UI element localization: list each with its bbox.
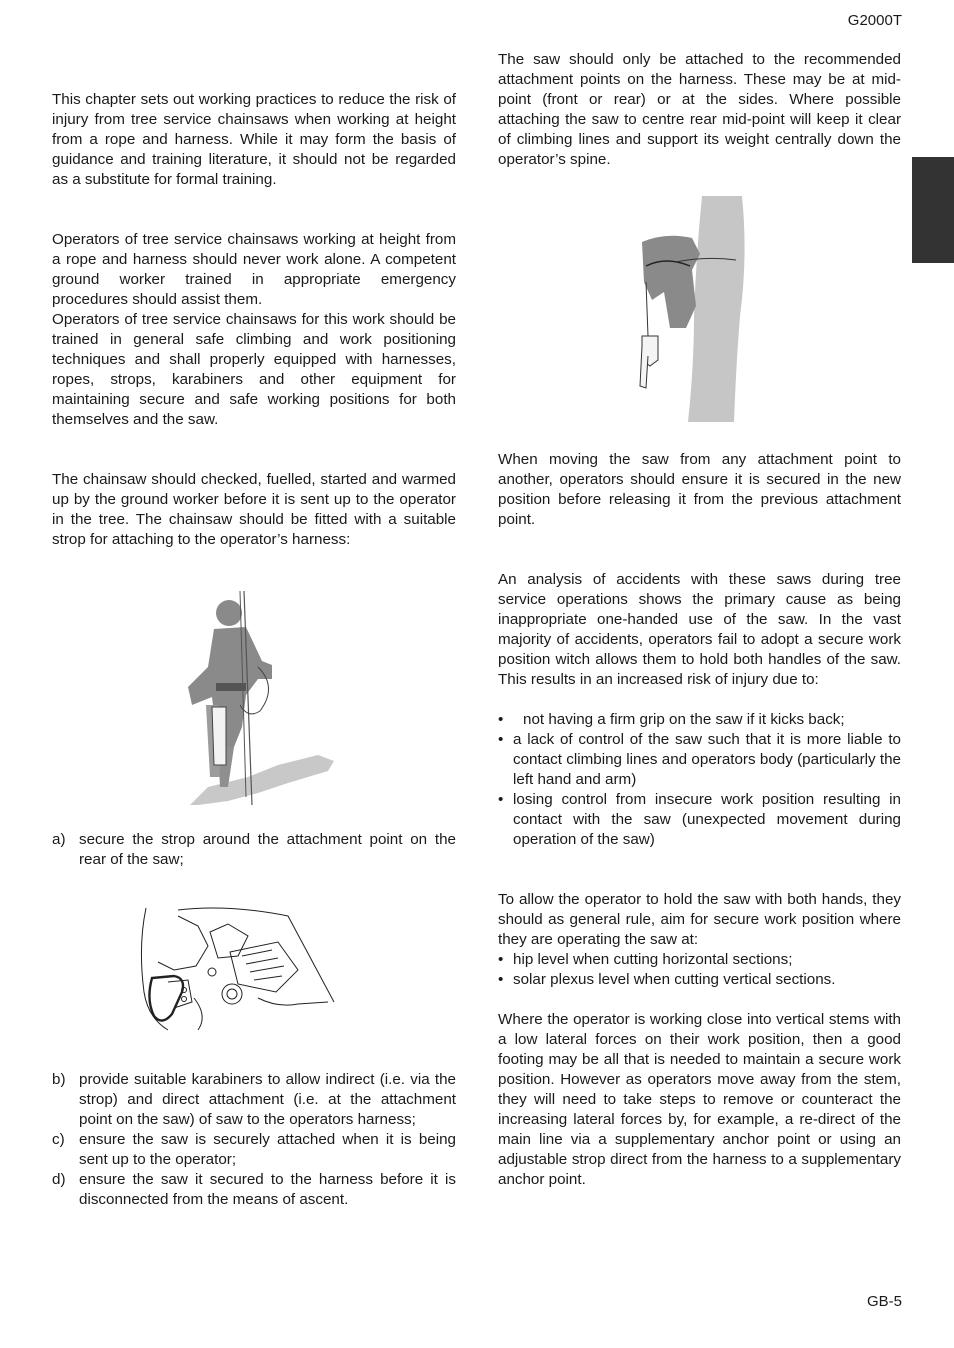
- list-item: [498, 730, 901, 790]
- list-text: solar plexus level when cutting vertical sections.: [513, 971, 836, 988]
- chainsaw-prep-paragraph: The chainsaw should checked, fuelled, started and warmed up by the ground worker before it is sent up to the operator in the tree. The chainsaw should be fitted with a suitable strop for attaching to the operator’s harness:: [52, 471, 456, 548]
- list-item: [52, 830, 456, 870]
- strop-step-list-a: [52, 830, 456, 870]
- bullet: •: [498, 731, 504, 748]
- accident-analysis-paragraph: An analysis of accidents with these saws during tree service operations shows the primary cause as being inappropriate one-handed use of the saw. In the vast majority of accidents, operators fail to adopt a secure work position witch allows them to hold both handles of the saw. This results in an increased risk of injury due to:: [498, 571, 901, 688]
- list-item: [52, 1070, 456, 1130]
- list-text: a lack of control of the saw such that it is more liable to contact climbing lines and operators body (particularly the left hand and arm): [513, 731, 901, 788]
- list-marker: c): [52, 1131, 65, 1148]
- list-text: ensure the saw is securely attached when it is being sent up to the operator;: [79, 1131, 456, 1168]
- list-text: losing control from insecure work position resulting in contact with the saw (unexpected movement during operation of the saw): [513, 791, 901, 848]
- list-item: [498, 710, 901, 730]
- bullet: •: [498, 951, 504, 968]
- chapter-tab: [912, 157, 954, 263]
- moving-saw-paragraph: When moving the saw from any attachment point to another, operators should ensure it is secured in the new position before releasing it from the previous attachment point.: [498, 451, 901, 528]
- attachment-paragraph: The saw should only be attached to the recommended attachment points on the harness. These may be at mid-point (front or rear) or at the sides. Where possible attaching the saw to centre rear mid-point will keep it clear of climbing lines and support its weight centrally down the operator’s spine.: [498, 51, 901, 168]
- both-hands-paragraph: To allow the operator to hold the saw with both hands, they should as general rule, aim for secure work position where they are operating the saw at:: [498, 891, 901, 948]
- page-number: GB-5: [866, 1293, 902, 1310]
- list-item: [498, 950, 901, 970]
- list-text: hip level when cutting horizontal sections;: [513, 951, 793, 968]
- model-code: G2000T: [847, 12, 902, 29]
- list-item: [52, 1170, 456, 1210]
- list-text: ensure the saw it secured to the harness before it is disconnected from the means of ascent.: [79, 1171, 456, 1208]
- list-marker: b): [52, 1071, 66, 1088]
- operators-paragraph-2: Operators of tree service chainsaws for this work should be trained in general safe climbing and work positioning techniques and shall properly equipped with harnesses, ropes, strops, karabiners and other equipment for maintaining secure and safe working positions for both themselves and the saw.: [52, 311, 456, 428]
- list-text: provide suitable karabiners to allow indirect (i.e. via the strop) and direct attachment (i.e. at the attachment point on the saw) of saw to the operators harness;: [79, 1071, 456, 1128]
- lateral-forces-paragraph: Where the operator is working close into vertical stems with a low lateral forces on their work position, then a good footing may be all that is needed to maintain a secure work position. However as operators move away from the stem, they will need to take steps to remove or counteract the increasing lateral forces by, for example, a re-direct of the main line via a supplementary anchor point or using an adjustable strop direct from the harness to a supplementary anchor point.: [498, 1011, 901, 1188]
- saw-attachment-illustration: [138, 906, 336, 1032]
- work-level-list: [498, 950, 901, 990]
- bullet: •: [498, 711, 504, 728]
- bullet: •: [498, 791, 504, 808]
- list-text: not having a firm grip on the saw if it kicks back;: [523, 711, 845, 728]
- risk-list: [498, 710, 901, 850]
- operators-paragraph-1: Operators of tree service chainsaws working at height from a rope and harness should never work alone. A competent ground worker trained in appropriate emergency procedures should assist them.: [52, 231, 456, 308]
- strop-step-list-bcd: [52, 1070, 456, 1210]
- ground-worker-illustration: [188, 587, 336, 807]
- list-text: secure the strop around the attachment point on the rear of the saw;: [79, 831, 456, 868]
- list-item: [498, 790, 901, 850]
- list-item: [52, 1130, 456, 1170]
- bullet: •: [498, 971, 504, 988]
- intro-paragraph: This chapter sets out working practices to reduce the risk of injury from tree service chainsaws when working at height from a rope and harness. While it may form the basis of guidance and training literature, it should not be regarded as a substitute for formal training.: [52, 91, 456, 188]
- list-marker: a): [52, 831, 66, 848]
- list-marker: d): [52, 1171, 66, 1188]
- climber-tree-illustration: [636, 196, 748, 424]
- list-item: [498, 970, 901, 990]
